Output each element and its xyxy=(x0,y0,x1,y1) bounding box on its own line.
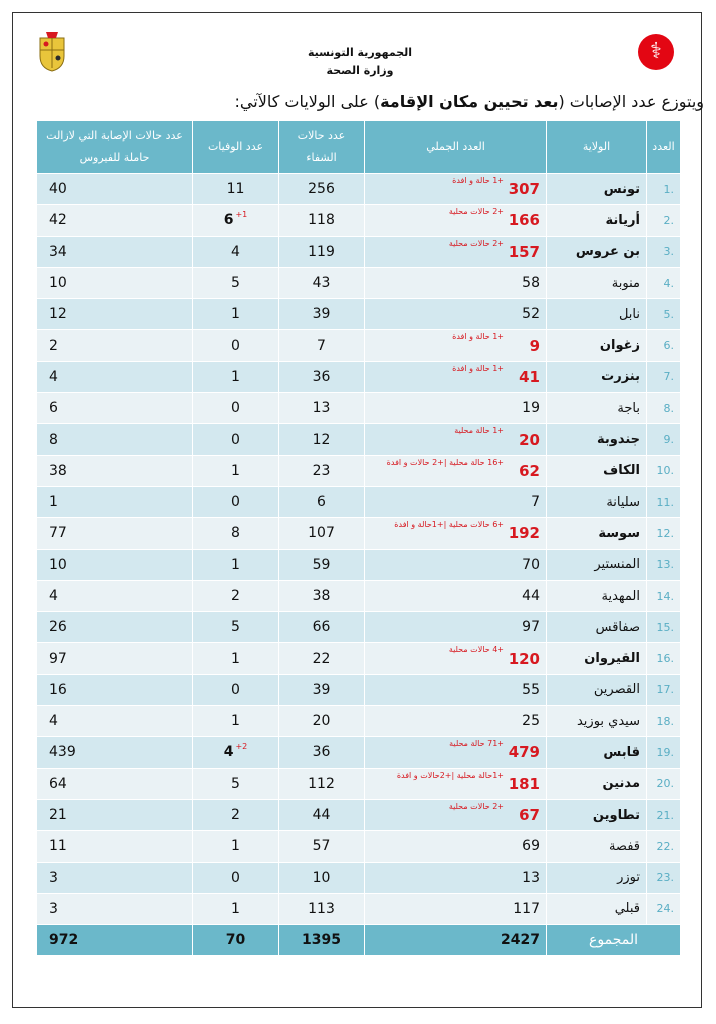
total-cell xyxy=(365,330,547,361)
header-governorate: الولاية xyxy=(547,121,647,174)
active-value: 2 xyxy=(37,330,193,361)
recovered-value: 57 xyxy=(279,831,365,862)
table-row xyxy=(37,236,681,267)
total-cell xyxy=(365,299,547,330)
active-value: 34 xyxy=(37,236,193,267)
deaths-cell xyxy=(193,549,279,580)
governorate-name: الكاف xyxy=(547,455,647,486)
deaths-value: 5 xyxy=(231,775,240,792)
governorate-name: توزر xyxy=(547,862,647,893)
table-row xyxy=(37,267,681,298)
sum-total xyxy=(365,925,547,956)
active-value: 4 xyxy=(37,580,193,611)
governorate-name: تطاوين xyxy=(547,799,647,830)
deaths-cell xyxy=(193,236,279,267)
row-number: .2 xyxy=(647,205,681,236)
table-row xyxy=(37,299,681,330)
deaths-value: 5 xyxy=(231,275,240,292)
deaths-value: 2 xyxy=(231,807,240,824)
deaths-cell xyxy=(193,361,279,392)
total-cell xyxy=(365,424,547,455)
governorate-name: المهدية xyxy=(547,580,647,611)
active-value: 16 xyxy=(37,674,193,705)
table-header-row xyxy=(37,121,681,174)
intro-before: ويتوزع عدد الإصابات ( xyxy=(558,92,704,111)
deaths-value: 0 xyxy=(231,494,240,511)
total-value: 307 xyxy=(508,180,540,199)
total-value: 117 xyxy=(513,900,540,917)
deaths-cell xyxy=(193,205,279,236)
active-value: 8 xyxy=(37,424,193,455)
governorate-name: زغوان xyxy=(547,330,647,361)
governorate-name: صفاقس xyxy=(547,612,647,643)
deaths-value: 11 xyxy=(226,181,245,198)
total-value: 41 xyxy=(519,367,540,386)
governorate-name: تونس xyxy=(547,174,647,205)
total-cell xyxy=(365,706,547,737)
deaths-cell xyxy=(193,893,279,924)
row-number: .6 xyxy=(647,330,681,361)
recovered-value: 44 xyxy=(279,799,365,830)
active-value: 4 xyxy=(37,706,193,737)
table-body xyxy=(37,174,681,925)
governorate-name: مدنين xyxy=(547,768,647,799)
active-value: 10 xyxy=(37,549,193,580)
deaths-cell xyxy=(193,424,279,455)
table-row xyxy=(37,361,681,392)
total-cell xyxy=(365,236,547,267)
deaths-value: 0 xyxy=(231,337,240,354)
total-value: 44 xyxy=(522,588,540,604)
total-value: 157 xyxy=(508,242,540,261)
table-row xyxy=(37,737,681,768)
new-cases-note: +16 حالة محلية |+2 حالات و افدة xyxy=(386,457,504,467)
deaths-value: 2 xyxy=(231,588,240,604)
recovered-value: 6 xyxy=(279,486,365,517)
total-value: 9 xyxy=(529,336,540,355)
deaths-cell xyxy=(193,831,279,862)
recovered-value: 113 xyxy=(279,893,365,924)
sum-label: المجموع xyxy=(547,925,681,956)
deaths-cell xyxy=(193,486,279,517)
total-cell xyxy=(365,549,547,580)
recovered-value: 12 xyxy=(279,424,365,455)
recovered-value: 66 xyxy=(279,612,365,643)
new-cases-note: +1 حالة و افدة xyxy=(452,363,504,373)
row-number: .9 xyxy=(647,424,681,455)
intro-bold: بعد تحيين مكان الإقامة xyxy=(380,92,559,111)
ministry-of-health-logo-icon: ⚕ xyxy=(638,34,674,70)
total-cell xyxy=(365,799,547,830)
sum-recovered: 1395 xyxy=(279,925,365,956)
active-value: 42 xyxy=(37,205,193,236)
row-number: .5 xyxy=(647,299,681,330)
intro-sentence xyxy=(230,92,704,111)
header-active-line2: حاملة للفيروس xyxy=(79,151,150,164)
new-cases-note: +1 حالة محلية xyxy=(454,426,504,436)
total-cell xyxy=(365,393,547,424)
deaths-cell xyxy=(193,674,279,705)
new-cases-note: +1حالة محلية |+2حالات و افدة xyxy=(396,770,504,780)
deaths-value: 1 xyxy=(231,713,240,730)
active-value: 77 xyxy=(37,518,193,549)
deaths-value: 0 xyxy=(231,431,240,448)
row-number: .21 xyxy=(647,799,681,830)
table-row xyxy=(37,643,681,674)
table-row xyxy=(37,549,681,580)
total-value: 192 xyxy=(508,524,540,543)
header-recovered-line2: الشفاء xyxy=(306,151,337,164)
total-value: 52 xyxy=(522,306,540,323)
governorate-name: سوسة xyxy=(547,518,647,549)
total-cell xyxy=(365,267,547,298)
deaths-value: 6 xyxy=(223,212,234,229)
document-header xyxy=(300,44,420,80)
row-number: .17 xyxy=(647,674,681,705)
recovered-value: 107 xyxy=(279,518,365,549)
recovered-value: 36 xyxy=(279,361,365,392)
active-value: 11 xyxy=(37,831,193,862)
governorate-name: قابس xyxy=(547,737,647,768)
active-value: 439 xyxy=(37,737,193,768)
new-cases-note: +71 حالة محلية xyxy=(449,739,504,749)
recovered-value: 10 xyxy=(279,862,365,893)
table-row xyxy=(37,862,681,893)
row-number: .15 xyxy=(647,612,681,643)
deaths-cell xyxy=(193,455,279,486)
deaths-value: 8 xyxy=(231,525,240,542)
new-cases-note: +2 حالات محلية xyxy=(448,801,504,811)
total-cell xyxy=(365,643,547,674)
table-row xyxy=(37,831,681,862)
new-cases-note: +4 حالات محلية xyxy=(448,645,504,655)
total-value: 62 xyxy=(519,461,540,480)
row-number: .23 xyxy=(647,862,681,893)
governorate-name: المنستير xyxy=(547,549,647,580)
deaths-cell xyxy=(193,267,279,298)
deaths-cell xyxy=(193,393,279,424)
governorate-name: القصرين xyxy=(547,674,647,705)
total-value: 19 xyxy=(522,400,540,417)
tunisia-coat-of-arms-icon xyxy=(34,28,70,72)
recovered-value: 13 xyxy=(279,393,365,424)
total-value: 70 xyxy=(522,556,540,573)
deaths-value: 1 xyxy=(231,462,240,479)
deaths-value: 0 xyxy=(231,869,240,886)
sum-deaths: 70 xyxy=(193,925,279,956)
table-row xyxy=(37,580,681,611)
header-active xyxy=(37,121,193,174)
deaths-value: 1 xyxy=(231,306,240,323)
recovered-value: 23 xyxy=(279,455,365,486)
active-value: 6 xyxy=(37,393,193,424)
recovered-value: 20 xyxy=(279,706,365,737)
total-cell xyxy=(365,486,547,517)
total-value: 55 xyxy=(522,681,540,698)
deaths-cell xyxy=(193,799,279,830)
row-number: .22 xyxy=(647,831,681,862)
governorate-name: باجة xyxy=(547,393,647,424)
total-value: 181 xyxy=(508,774,540,793)
new-cases-note: +1 حالة و افدة xyxy=(452,332,504,342)
total-value: 69 xyxy=(522,838,540,855)
governorate-name: قبلي xyxy=(547,893,647,924)
active-value: 4 xyxy=(37,361,193,392)
governorate-name: منوبة xyxy=(547,267,647,298)
deaths-cell xyxy=(193,518,279,549)
active-value: 3 xyxy=(37,862,193,893)
row-number: .16 xyxy=(647,643,681,674)
table-row xyxy=(37,893,681,924)
header-total: العدد الجملي xyxy=(365,121,547,174)
sum-total-value: 2427 xyxy=(501,932,540,949)
total-cell xyxy=(365,862,547,893)
deaths-value: 4 xyxy=(231,243,240,260)
deaths-value: 1 xyxy=(231,368,240,385)
header-line1: الجمهورية التونسية xyxy=(307,46,413,59)
deaths-value: 0 xyxy=(231,681,240,698)
sum-active: 972 xyxy=(37,925,193,956)
governorate-cases-table xyxy=(36,120,681,956)
total-value: 479 xyxy=(508,743,540,762)
header-num: العدد xyxy=(647,121,681,174)
active-value: 3 xyxy=(37,893,193,924)
active-value: 26 xyxy=(37,612,193,643)
deaths-cell xyxy=(193,174,279,205)
new-cases-note: +1 حالة و افدة xyxy=(452,176,504,185)
header-recovered-line1: عدد حالات xyxy=(297,129,346,142)
intro-after: ) على الولايات كالآتي: xyxy=(234,92,381,111)
row-number: .3 xyxy=(647,236,681,267)
row-number: .7 xyxy=(647,361,681,392)
deaths-value: 1 xyxy=(231,556,240,573)
total-cell xyxy=(365,737,547,768)
governorate-name: نابل xyxy=(547,299,647,330)
deaths-cell xyxy=(193,706,279,737)
row-number: .4 xyxy=(647,267,681,298)
deaths-cell xyxy=(193,330,279,361)
table-sum-row xyxy=(37,925,681,956)
recovered-value: 38 xyxy=(279,580,365,611)
governorate-name: القيروان xyxy=(547,643,647,674)
deaths-cell xyxy=(193,862,279,893)
deaths-value: 4 xyxy=(223,744,234,761)
header-deaths: عدد الوفيات xyxy=(193,121,279,174)
governorate-name: بنزرت xyxy=(547,361,647,392)
total-value: 25 xyxy=(522,713,540,730)
table-row xyxy=(37,330,681,361)
total-value: 7 xyxy=(531,494,540,511)
header-active-line1: عدد حالات الإصابة التي لازالت xyxy=(46,129,183,142)
active-value: 64 xyxy=(37,768,193,799)
recovered-value: 256 xyxy=(279,174,365,205)
deaths-cell xyxy=(193,612,279,643)
total-value: 20 xyxy=(519,430,540,449)
total-cell xyxy=(365,768,547,799)
deaths-cell xyxy=(193,737,279,768)
row-number: .19 xyxy=(647,737,681,768)
header-line2: وزارة الصحة xyxy=(326,64,394,77)
table-row xyxy=(37,424,681,455)
governorate-name: سيدي بوزيد xyxy=(547,706,647,737)
table-row xyxy=(37,174,681,205)
deaths-value: 1 xyxy=(231,650,240,667)
new-cases-note: +2 حالات محلية xyxy=(448,207,504,217)
recovered-value: 43 xyxy=(279,267,365,298)
total-cell xyxy=(365,580,547,611)
governorate-name: بن عروس xyxy=(547,236,647,267)
table-row xyxy=(37,799,681,830)
governorate-name: قفصة xyxy=(547,831,647,862)
active-value: 1 xyxy=(37,486,193,517)
recovered-value: 39 xyxy=(279,299,365,330)
active-value: 97 xyxy=(37,643,193,674)
deaths-cell xyxy=(193,299,279,330)
active-value: 21 xyxy=(37,799,193,830)
table-row xyxy=(37,674,681,705)
row-number: .24 xyxy=(647,893,681,924)
table-row xyxy=(37,706,681,737)
total-cell xyxy=(365,455,547,486)
recovered-value: 22 xyxy=(279,643,365,674)
active-value: 40 xyxy=(37,174,193,205)
row-number: .14 xyxy=(647,580,681,611)
total-cell xyxy=(365,361,547,392)
row-number: .12 xyxy=(647,518,681,549)
total-value: 67 xyxy=(519,806,540,825)
deaths-value: 0 xyxy=(231,400,240,417)
new-cases-note: +2 حالات محلية xyxy=(448,238,504,248)
row-number: .10 xyxy=(647,455,681,486)
row-number: .1 xyxy=(647,174,681,205)
total-cell xyxy=(365,893,547,924)
total-cell xyxy=(365,831,547,862)
total-cell xyxy=(365,612,547,643)
recovered-value: 119 xyxy=(279,236,365,267)
table-row xyxy=(37,486,681,517)
total-value: 13 xyxy=(522,869,540,886)
total-value: 120 xyxy=(508,649,540,668)
deaths-cell xyxy=(193,643,279,674)
total-cell xyxy=(365,674,547,705)
deaths-cell xyxy=(193,768,279,799)
table-row xyxy=(37,518,681,549)
deaths-cell xyxy=(193,580,279,611)
table-row xyxy=(37,768,681,799)
active-value: 10 xyxy=(37,267,193,298)
new-deaths-note: +1 xyxy=(235,210,248,220)
header-recovered xyxy=(279,121,365,174)
row-number: .13 xyxy=(647,549,681,580)
row-number: .18 xyxy=(647,706,681,737)
table-row xyxy=(37,612,681,643)
deaths-value: 5 xyxy=(231,619,240,636)
table-row xyxy=(37,455,681,486)
governorate-name: أريانة xyxy=(547,205,647,236)
deaths-value: 1 xyxy=(231,838,240,855)
recovered-value: 39 xyxy=(279,674,365,705)
new-deaths-note: +2 xyxy=(235,742,248,752)
recovered-value: 112 xyxy=(279,768,365,799)
active-value: 12 xyxy=(37,299,193,330)
table-row xyxy=(37,205,681,236)
row-number: .8 xyxy=(647,393,681,424)
row-number: .20 xyxy=(647,768,681,799)
recovered-value: 59 xyxy=(279,549,365,580)
deaths-value: 1 xyxy=(231,900,240,917)
governorate-name: سليانة xyxy=(547,486,647,517)
total-value: 97 xyxy=(522,619,540,636)
row-number: .11 xyxy=(647,486,681,517)
total-value: 58 xyxy=(522,275,540,292)
total-cell xyxy=(365,174,547,205)
total-cell xyxy=(365,518,547,549)
new-cases-note: +6 حالات محلية |+1حالة و افدة xyxy=(394,520,504,530)
total-value: 166 xyxy=(508,211,540,230)
governorate-name: جندوبة xyxy=(547,424,647,455)
total-cell xyxy=(365,205,547,236)
recovered-value: 118 xyxy=(279,205,365,236)
table-row xyxy=(37,393,681,424)
active-value: 38 xyxy=(37,455,193,486)
recovered-value: 7 xyxy=(279,330,365,361)
recovered-value: 36 xyxy=(279,737,365,768)
